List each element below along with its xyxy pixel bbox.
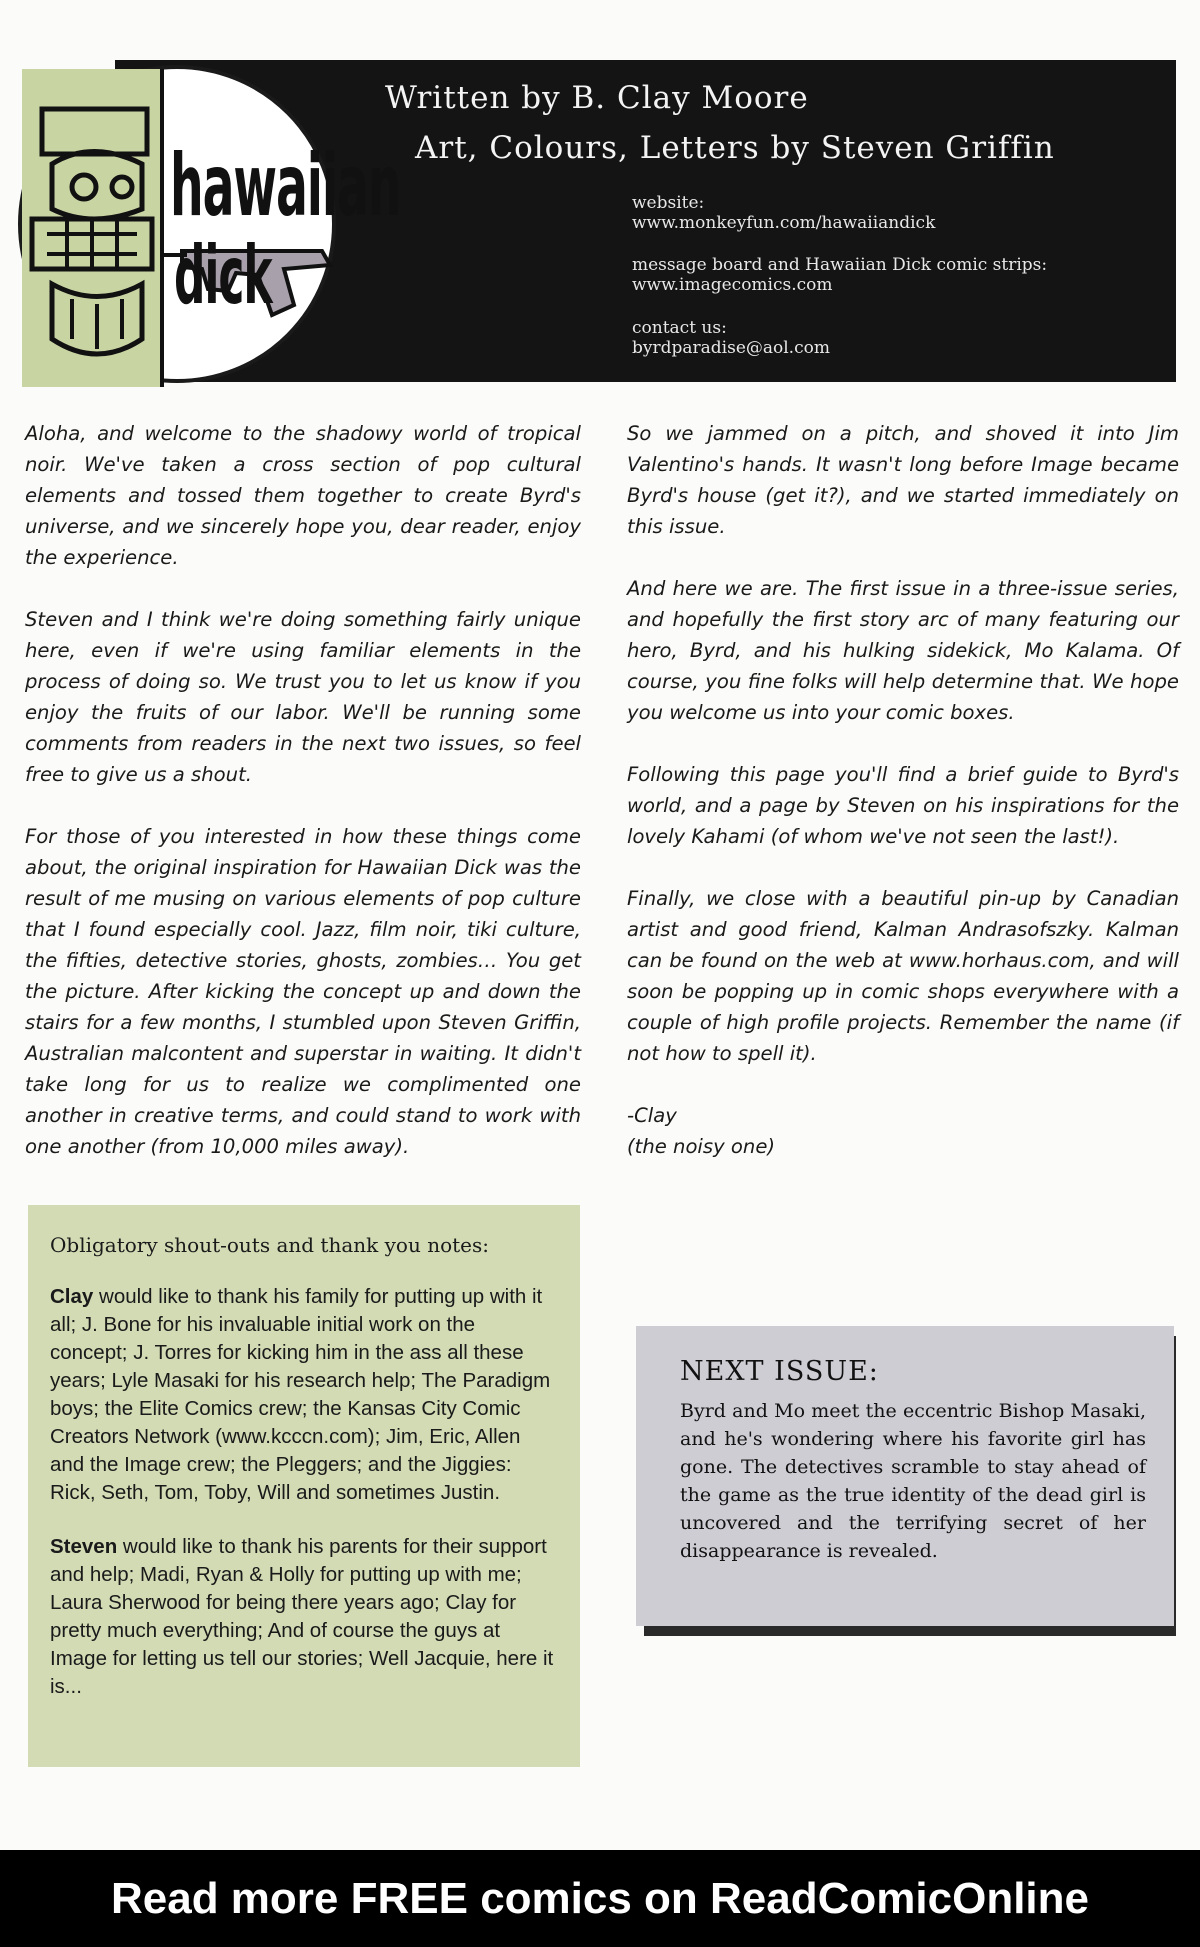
editorial-paragraph: Finally, we close with a beautiful pin-up by Canadian artist and good friend, Kalman Andrasofszky. Kalman can be found on the web at www.horhaus.com, and will soon be popping up in comic shops everywhere with a couple of high profile projects. Remember the name (if not how to spell it). <box>627 887 1179 1065</box>
editorial-paragraph: Following this page you'll find a brief guide to Byrd's world, and a page by Steven on his inspirations for the lovely Kahami (of whom we've not seen the last!). <box>627 763 1179 848</box>
editorial-left-column <box>25 418 581 1193</box>
thanks-clay <box>50 1283 558 1507</box>
thanks-clay-name: Clay <box>50 1285 94 1308</box>
thanks-steven-name: Steven <box>50 1535 118 1558</box>
footer-link[interactable]: Read more FREE comics on ReadComicOnline <box>110 1874 1089 1923</box>
thanks-clay-text: would like to thank his family for putting up with it all; J. Bone for his invaluable initial work on the concept; J. Torres for kicking him in the ass all these years; Lyle Masaki for his research help; The Paradigm boys; the Elite Comics crew; the Kansas City Comic Creators Network (www.kcccn.com); Jim, Eric, Allen and the Image crew; the Pleggers; and the Jiggies: Rick, Seth, Tom, Toby, Will and sometimes Justin. <box>50 1285 551 1504</box>
logo-word-hawaiian: hawaiian <box>170 136 401 236</box>
website-label: website: <box>632 193 705 213</box>
editorial-paragraph: Steven and I think we're doing something fairly unique here, even if we're using familiar elements in the process of doing so. We trust you to let us know if you enjoy the fruits of our labor. We'll be running some comments from readers in the next two issues, so feel free to give us a shout. <box>25 608 581 786</box>
credit-art: Art, Colours, Letters by Steven Griffin <box>415 130 1055 166</box>
thank-you-notes-box <box>28 1205 580 1767</box>
editorial-right-column <box>627 418 1179 1162</box>
website-url[interactable]: www.monkeyfun.com/hawaiiandick <box>632 213 936 233</box>
credit-writer: Written by B. Clay Moore <box>385 80 809 116</box>
editorial-paragraph: Aloha, and welcome to the shadowy world of tropical noir. We've taken a cross section of pop cultural elements and tossed them together to create Byrd's universe, and we sincerely hope you, dear reader, enjoy the experience. <box>25 422 581 569</box>
logo-word-dick: dick <box>174 229 272 322</box>
signature-note: (the noisy one) <box>627 1135 776 1158</box>
contact-label: contact us: <box>632 318 727 338</box>
editorial-paragraph: For those of you interested in how these things come about, the original inspiration for Hawaiian Dick was the result of me musing on various elements of pop culture that I found especially cool. Jazz, film noir, tiki culture, the fifties, detective stories, ghosts, zombies… You get the picture. After kicking the concept up and down the stairs for a few months, I stumbled upon Steven Griffin, Australian malcontent and superstar in waiting. It didn't take long for us to realize we complimented one another in creative terms, and could stand to work with one another (from 10,000 miles away). <box>25 825 581 1158</box>
thanks-title: Obligatory shout-outs and thank you notes: <box>50 1233 489 1257</box>
website-info <box>632 193 935 233</box>
next-issue-title: NEXT ISSUE: <box>680 1356 879 1387</box>
board-url[interactable]: www.imagecomics.com <box>632 275 833 295</box>
board-info <box>632 255 1047 295</box>
contact-email[interactable]: byrdparadise@aol.com <box>632 338 830 358</box>
editorial-paragraph: So we jammed on a pitch, and shoved it into Jim Valentino's hands. It wasn't long before Image became Byrd's house (get it?), and we started immediately on this issue. <box>627 422 1179 538</box>
contact-info <box>632 318 830 358</box>
next-issue-text: Byrd and Mo meet the eccentric Bishop Masaki, and he's wondering where his favorite girl has gone. The detectives scramble to stay ahead of the game as the true identity of the dead girl is uncovered and the terrifying secret of her disappearance is revealed. <box>680 1400 1146 1562</box>
next-issue-box <box>636 1326 1174 1626</box>
hawaiian-dick-logo <box>18 65 401 383</box>
signature: -Clay <box>627 1104 677 1127</box>
thanks-steven <box>50 1533 558 1701</box>
board-label: message board and Hawaiian Dick comic strips: <box>632 255 1048 275</box>
footer-banner[interactable] <box>0 1850 1200 1947</box>
editorial-paragraph: And here we are. The first issue in a three-issue series, and hopefully the first story arc of many featuring our hero, Byrd, and his hulking sidekick, Mo Kalama. Of course, you fine folks will help determine that. We hope you welcome us into your comic boxes. <box>627 577 1179 724</box>
thanks-steven-text: would like to thank his parents for their support and help; Madi, Ryan & Holly for putting up with me; Laura Sherwood for being there years ago; Clay for pretty much everything; And of course the guys at Image for letting us tell our stories; Well Jacquie, here it is... <box>50 1535 554 1698</box>
